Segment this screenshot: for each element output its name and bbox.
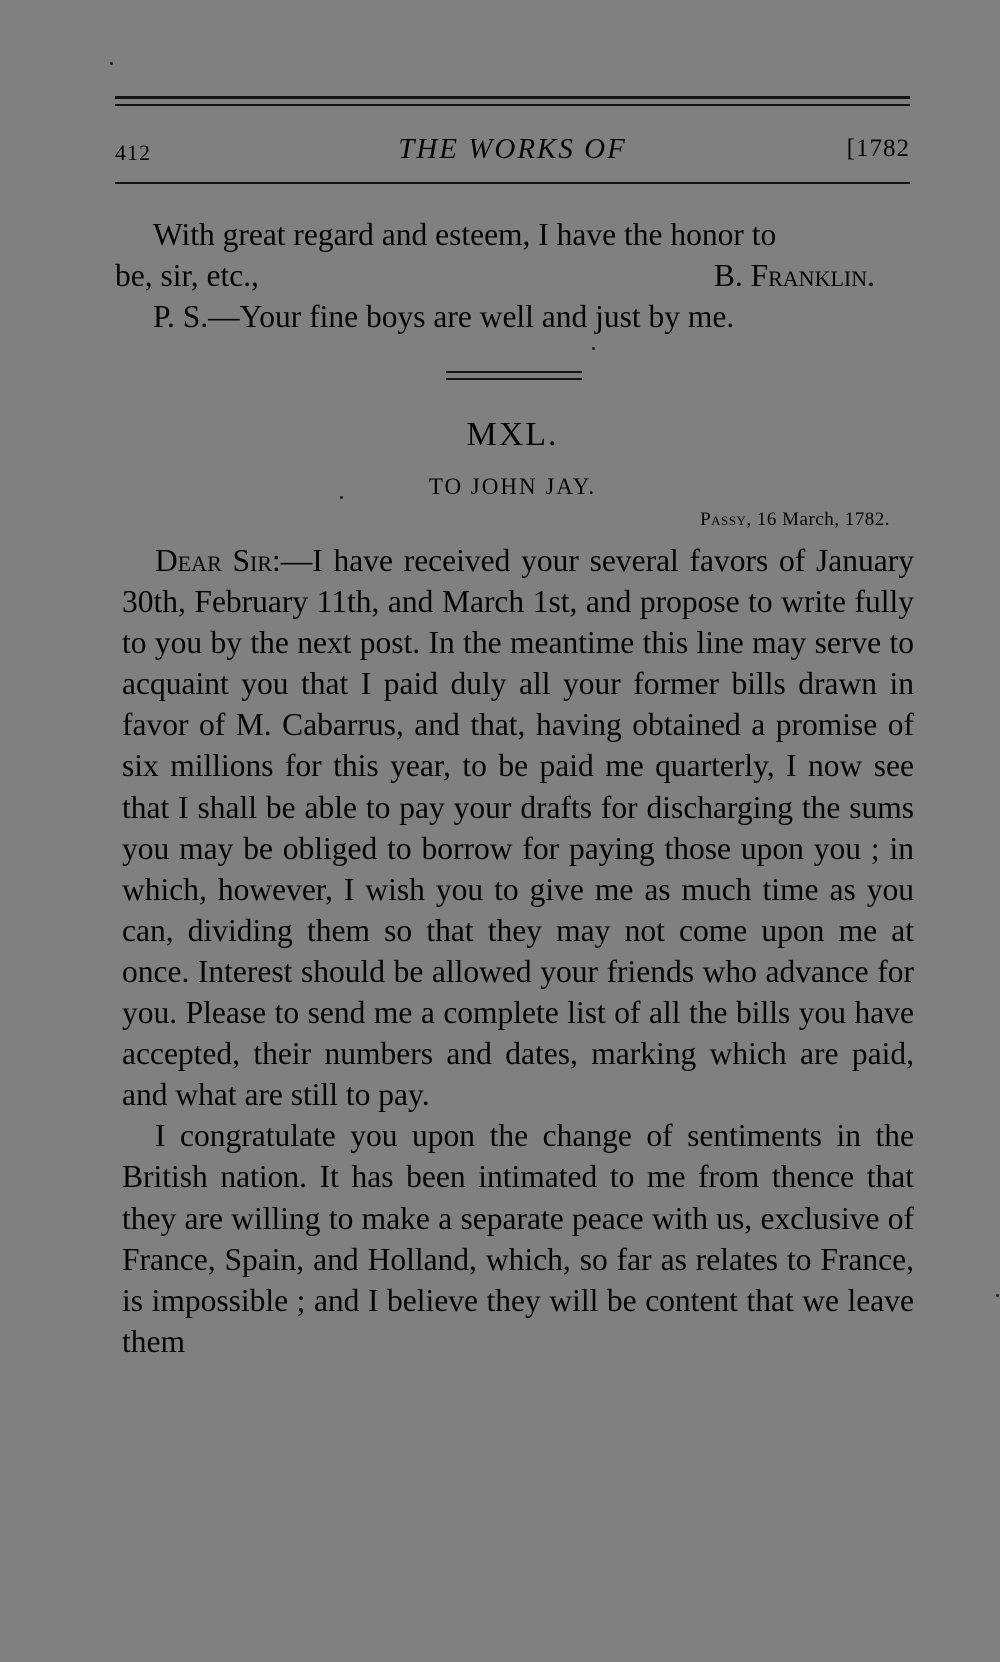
scan-speck — [110, 62, 113, 65]
paragraph-1 — [122, 540, 914, 1115]
salutation: Dear Sir — [155, 543, 273, 578]
closing-continuation: be, sir, etc., — [115, 258, 259, 293]
paragraph-2: I congratulate you upon the change of sentiments in the British nation. It has been intimated to me from thence that they are willing to make a separate peace with us, exclusive of France, Spain, and Holland, which, so far as relates to France, is impossible ; and I believe they will be content that we leave them — [122, 1118, 914, 1359]
scan-speck — [340, 496, 343, 499]
running-header — [115, 130, 910, 170]
dateline-date: 16 March, 1782. — [756, 509, 890, 530]
letter-dateline — [700, 509, 890, 531]
page-number: 412 — [115, 140, 151, 165]
scan-speck — [996, 1294, 999, 1297]
letter-body — [122, 540, 914, 1362]
closing-line: With great regard and esteem, I have the honor to — [153, 217, 777, 252]
letter-addressee: TO JOHN JAY. — [428, 474, 597, 499]
paragraph-1-text: :—I have received your several favors of January 30th, February 11th, and March 1st, and propose to write fully to you by the next post. In the meantime this line may serve to acquaint you that I paid duly all your former bills drawn in favor of M. Cabarrus, and that, having obtained a promise of six millions for this year, to be paid me quarterly, I now see that I shall be able to pay your drafts for discharging the sums you may be obliged to borrow for paying those upon you ; in which, however, I wish you to give me as much time as you can, dividing them so that they may not come upon me at once. Interest should be allowed your friends who advance for you. Please to send me a complete list of all the bills you have accepted, their numbers and dates, marking which are paid, and what are still to pay. — [122, 543, 914, 1113]
scan-speck — [592, 347, 595, 350]
header-rule-bottom — [115, 182, 910, 184]
header-rule-top — [115, 96, 910, 99]
running-title: THE WORKS OF — [398, 133, 627, 165]
letter-number: MXL. — [466, 416, 559, 453]
section-separator-top — [446, 371, 582, 373]
dateline-place: Passy, — [700, 509, 752, 530]
signature: B. Franklin. — [713, 258, 875, 293]
section-separator-bottom — [446, 378, 582, 380]
postscript: P. S.—Your fine boys are well and just by me. — [153, 299, 735, 334]
closing-continuation-line — [115, 255, 910, 296]
header-rule-top-second — [115, 104, 910, 106]
header-date: [1782 — [846, 135, 910, 162]
previous-letter-closing — [115, 214, 910, 337]
